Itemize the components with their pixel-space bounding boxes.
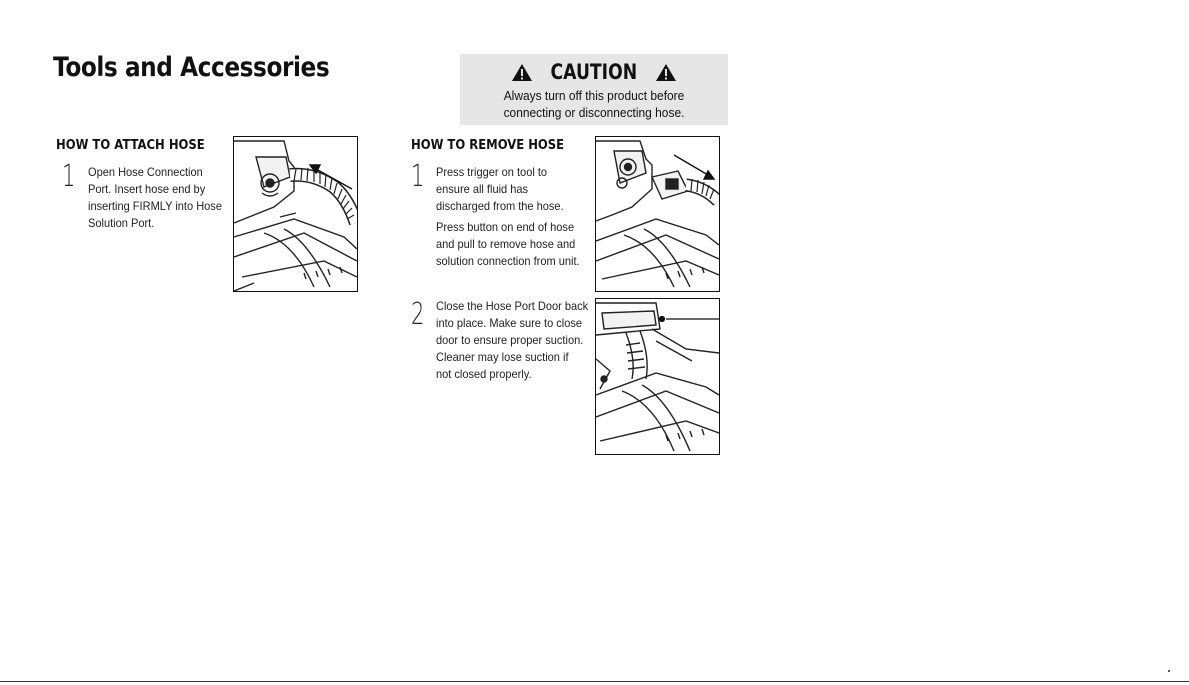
attach-step-1-text [88,164,222,232]
caution-line: connecting or disconnecting hose. [503,105,685,120]
step-number: 1 [62,159,76,194]
text-line: and pull to remove hose and [436,237,576,251]
caution-message [471,87,718,121]
page-title: Tools and Accessories [53,52,330,83]
cleaner-hose-release-image [596,137,719,291]
text-line: Cleaner may lose suction if [436,350,569,364]
text-line: inserting FIRMLY into Hose [88,199,222,213]
bottom-rule [0,681,1189,682]
remove-step-1-text [436,164,580,270]
warning-triangle-icon [655,63,677,82]
caution-heading [460,58,728,86]
remove-step-2-text [436,298,588,383]
remove-hose-illustration [595,136,720,292]
text-line: Press trigger on tool to [436,165,548,179]
close-port-door-illustration [595,298,720,455]
text-line: Port. Insert hose end by [88,182,206,196]
crop-mark [1168,670,1170,672]
cleaner-port-door-image [596,299,719,454]
caution-box [460,54,728,125]
text-line: door to ensure proper suction. [436,333,584,347]
text-line: Press button on end of hose [436,220,575,234]
step-number: 1 [411,159,425,194]
step-paragraph [436,164,580,215]
text-line: not closed properly. [436,367,532,381]
text-line: ensure all fluid has [436,182,529,196]
caution-line: Always turn off this product before [503,88,685,103]
attach-hose-illustration [233,136,358,292]
text-line: discharged from the hose. [436,199,564,213]
text-line: Close the Hose Port Door back [436,299,589,313]
step-paragraph [436,219,580,270]
text-line: solution connection from unit. [436,254,580,268]
remove-hose-heading: HOW TO REMOVE HOSE [411,137,565,153]
step-number: 2 [411,297,425,332]
cleaner-hose-port-image [234,137,357,291]
text-line: Open Hose Connection [88,165,203,179]
text-line: Solution Port. [88,216,155,230]
attach-hose-heading: HOW TO ATTACH HOSE [56,137,205,153]
caution-label: CAUTION [550,60,638,84]
warning-triangle-icon [511,63,533,82]
text-line: into place. Make sure to close [436,316,583,330]
